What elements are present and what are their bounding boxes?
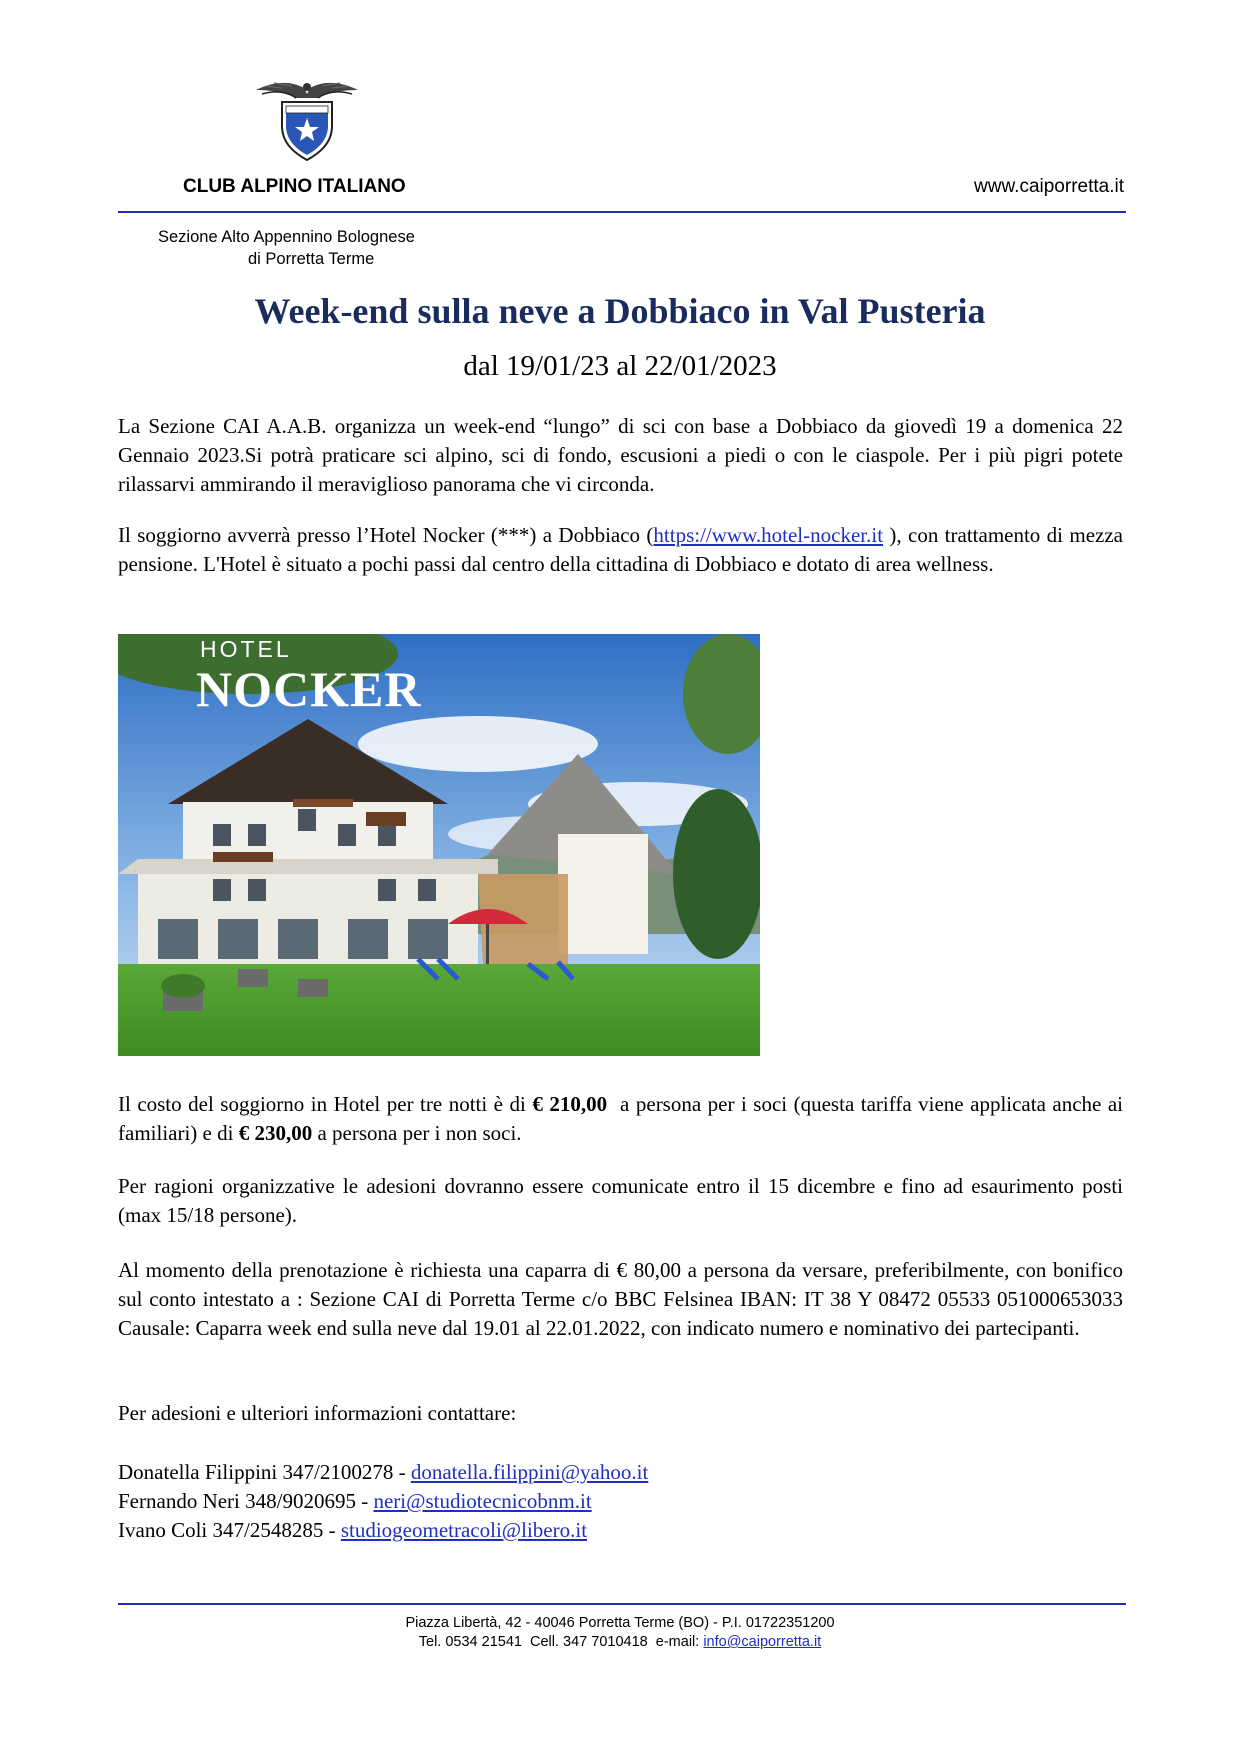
paragraph-deposit — [118, 1256, 1123, 1343]
intro-text: La Sezione CAI A.A.B. organizza un week-end “lungo” di sci con base a Dobbiaco da giovedì 19 a domenica 22 Gennaio 2023.Si potrà praticare sci alpino, sci di fondo, escusioni a piedi o con le ciaspole. Per i più pigri potete rilassarvi ammirando il meraviglioso panorama che vi circonda. — [118, 414, 1123, 496]
paragraph-stay — [118, 521, 1123, 579]
cost-text-a: Il costo del soggiorno in Hotel per tre notti è di — [118, 1092, 533, 1116]
contact-email-link[interactable]: studiogeometracoli@libero.it — [340, 1518, 588, 1542]
hotel-photo — [118, 634, 760, 1056]
paragraph-cost — [118, 1090, 1129, 1148]
cost-nonmembers: € 230,00 — [238, 1121, 313, 1145]
section-name — [158, 226, 415, 270]
deposit-text: Al momento della prenotazione è richiesta una caparra di € 80,00 a persona da versare, preferibilmente, con bonifico sul conto intestato a : Sezione CAI di Porretta Terme c/o BBC Felsinea IBAN: IT 38 Y 08472 05533 051000653033 Causale: Caparra week end sulla neve dal 19.01 al 22.01.2022, con indicato numero e nominativo dei partecipanti. — [118, 1258, 1123, 1340]
contact-name: Fernando Neri 348/9020695 - — [118, 1489, 374, 1513]
cost-text-c: a persona per i non soci. — [312, 1121, 522, 1145]
paragraph-contact-intro — [118, 1399, 1123, 1428]
footer-address: Piazza Libertà, 42 - 40046 Porretta Terme (BO) - P.I. 01722351200 — [405, 1615, 835, 1631]
stay-text-before: Il soggiorno avverrà presso l’Hotel Nocker (***) a Dobbiaco ( — [118, 523, 654, 547]
contact-item — [118, 1458, 1123, 1487]
footer-divider — [118, 1603, 1126, 1605]
page-title: Week-end sulla neve a Dobbiaco in Val Pusteria — [254, 291, 986, 331]
contact-email-link[interactable]: neri@studiotecnicobnm.it — [373, 1489, 592, 1513]
footer-phones: Tel. 0534 21541 Cell. 347 7010418 e-mail: — [418, 1634, 704, 1650]
contact-list — [118, 1458, 1123, 1545]
contact-name: Ivano Coli 347/2548285 - — [118, 1518, 341, 1542]
contact-email-link[interactable]: donatella.filippini@yahoo.it — [410, 1460, 649, 1484]
paragraph-intro — [118, 412, 1123, 499]
section-line-2: di Porretta Terme — [248, 250, 375, 268]
website-link[interactable]: www.caiporretta.it — [974, 176, 1124, 197]
stay-text-after: ), con trattamento di mezza pensione. L'Hotel è situato a pochi passi dal centro della cittadina di Dobbiaco e dotato di area wellness. — [118, 523, 1123, 576]
footer-contacts — [0, 1633, 1240, 1652]
paragraph-deadline — [118, 1172, 1123, 1230]
footer-email-link[interactable]: info@caiporretta.it — [703, 1634, 822, 1650]
header-divider — [118, 211, 1126, 213]
organization-name: CLUB ALPINO ITALIANO — [183, 176, 406, 197]
section-line-1: Sezione Alto Appennino Bolognese — [158, 228, 415, 246]
contact-item — [118, 1487, 1123, 1516]
photo-brand-small: HOTEL — [200, 636, 292, 662]
cost-text-b: a persona per i soci (questa tariffa viene applicata anche ai familiari) e di — [118, 1092, 1129, 1145]
deadline-text: Per ragioni organizzative le adesioni dovranno essere comunicate entro il 15 dicembre e fino ad esaurimento posti (max 15/18 persone). — [118, 1174, 1123, 1227]
cost-members: € 210,00 — [532, 1092, 608, 1116]
page-subtitle: dal 19/01/23 al 22/01/2023 — [463, 350, 777, 382]
photo-brand-big: NOCKER — [196, 661, 422, 717]
footer — [0, 1614, 1240, 1652]
contact-item — [118, 1516, 1123, 1545]
contact-intro-text: Per adesioni e ulteriori informazioni contattare: — [118, 1401, 517, 1425]
cai-eagle-shield-logo-icon — [252, 76, 362, 162]
contact-name: Donatella Filippini 347/2100278 - — [118, 1460, 411, 1484]
hotel-website-link[interactable]: https://www.hotel-nocker.it — [653, 523, 884, 547]
